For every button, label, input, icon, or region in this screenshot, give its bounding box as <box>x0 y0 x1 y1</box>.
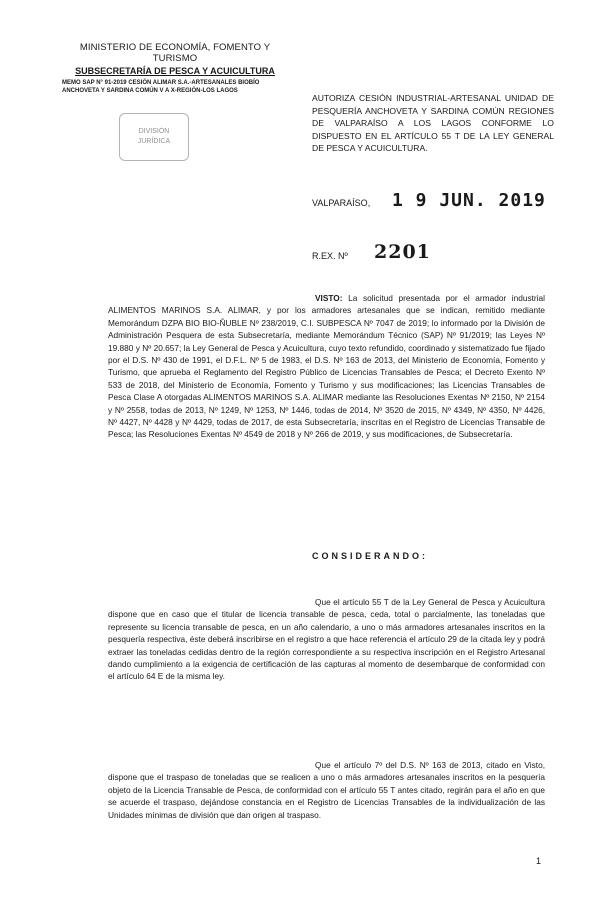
rex-label: R.EX. Nº <box>312 251 348 261</box>
subsecretaria-name: SUBSECRETARÍA DE PESCA Y ACUICULTURA <box>75 66 275 76</box>
visto-text: La solicitud presentada por el armador industrial ALIMENTOS MARINOS S.A. ALIMAR, y por los armadores artesanales que se indican, remitido mediante Memorándum DZPA BIO BIO-ÑUBLE Nº 238/2019, C.I. SUBPESCA Nº 7047 de 2019; lo informado por la División de Administración Pesquera de esta Subsecretaría, mediante Memorándum Técnico (SAP) Nº 91/2019; las Leyes Nº 19.880 y Nº 20.657; la Ley General de Pesca y Acuicultura, cuyo texto refundido, coordinado y sistematizado fue fijado por el D.S. Nº 430 de 1991, el D.F.L. Nº 5 de 1983, el D.S. Nº 163 de 2013, del Ministerio de Economía, Fomento y Turismo, que aprueba el Reglamento del Registro Público de Licencias Transables de Pesca; el Decreto Exento Nº 533 de 2018, del Ministerio de Economía, Fomento y Turismo y sus modificaciones; las Licencias Transables de Pesca Clase A otorgadas ALIMENTOS MARINOS S.A. ALIMAR mediante las Resoluciones Exentas Nº 2150, Nº 2154 y Nº 2558, todas de 2013, Nº 1249, Nº 1253, Nº 1446, todas de 2014, Nº 3520 de 2015, Nº 4349, Nº 4350, Nº 4426, Nº 4427, Nº 4428 y Nº 4429, todas de 2017, de esta Subsecretaría, inscritas en el Registro de Licencias Transable de Pesca; las Resoluciones Exentas Nº 4549 de 2018 y Nº 266 de 2019, y sus modificaciones, de Subsecretaría. <box>108 293 545 440</box>
date-place: VALPARAÍSO, <box>312 198 371 208</box>
memo-line-2: ANCHOVETA Y SARDINA COMÚN V A X-REGIÓN-LOS LAGOS <box>62 88 238 94</box>
rex-number: 2201 <box>374 241 431 263</box>
visto-paragraph <box>108 292 545 441</box>
resolution-number-line <box>312 241 431 263</box>
letterhead <box>60 42 290 95</box>
resolution-title: AUTORIZA CESIÓN INDUSTRIAL-ARTESANAL UNIDAD DE PESQUERÍA ANCHOVETA Y SARDINA COMÚN REGIONES DE VALPARAÍSO A LOS LAGOS CONFORME LO DISPUESTO EN EL ARTÍCULO 55 T DE LA LEY GENERAL DE PESCA Y ACUICULTURA. <box>312 93 554 153</box>
stamp-line-2: JURÍDICA <box>137 138 171 145</box>
page-number: 1 <box>536 856 542 866</box>
considerando-paragraph-2: Que el artículo 7º del D.S. Nº 163 de 2013, citado en Visto, dispone que el traspaso de toneladas que se realicen a uno o más armadores artesanales inscritos en la pesquería objeto de la Licencia Transable de Pesca, de conformidad con el artículo 55 T antes citado, regirán para el año en que se acuerde el traspaso, dejándose constancia en el Registro de Licencias Transables de la individualización de las Unidades mínimas de división que dan origen al traspaso. <box>108 760 545 820</box>
ministry-name: MINISTERIO DE ECONOMÍA, FOMENTO Y TURISMO <box>79 42 271 64</box>
date-stamp: 1 9 JUN. 2019 <box>392 190 546 211</box>
division-stamp <box>119 113 189 161</box>
date-line <box>312 190 546 211</box>
visto-lead: VISTO: <box>315 293 343 303</box>
considerando-heading: CONSIDERANDO: <box>312 551 429 561</box>
memo-line-1: MEMO SAP N° 91-2019 CESIÓN ALIMAR S.A.-ARTESANALES BIOBÍO <box>62 80 260 86</box>
stamp-line-1: DIVISIÓN <box>138 128 170 135</box>
memo-reference <box>60 79 290 95</box>
considerando-paragraph-1: Que el artículo 55 T de la Ley General de Pesca y Acuicultura dispone que en caso que el titular de licencia transable de pesca, ceda, total o parcialmente, las toneladas que represente su licencia transable de pesca, en un año calendario, a uno o más armadores artesanales inscritos en la pesquería respectiva, éste deberá inscribirse en el registro a que hace referencia el artículo 29 de la citada ley y podrá extraer las toneladas cedidas dentro de la región correspondiente a su respectiva inscripción en el Registro Artesanal dando cumplimiento a la exigencia de certificación de las capturas al momento de desembarque de conformidad con el artículo 64 E de la misma ley. <box>108 597 545 682</box>
